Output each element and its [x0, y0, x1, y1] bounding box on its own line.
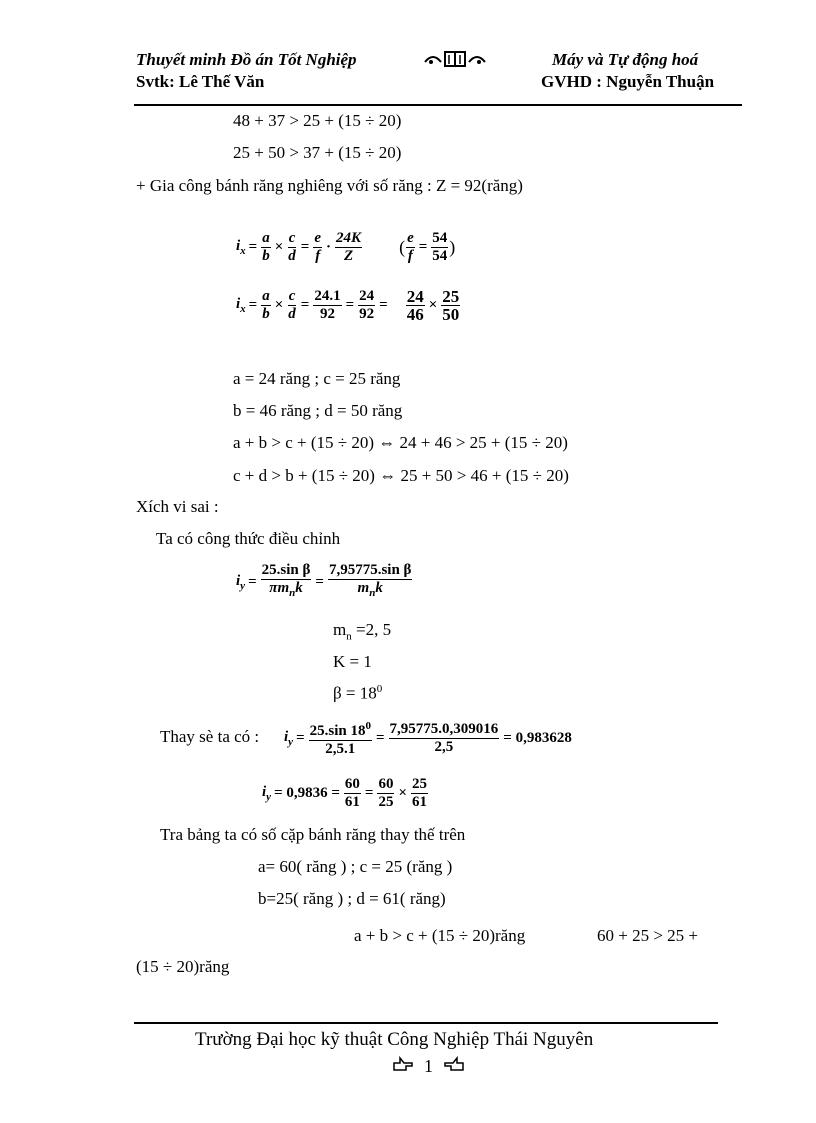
- final-condition-values: 60 + 25 > 25 +: [597, 926, 699, 945]
- header-rule: [134, 104, 742, 106]
- table-lookup-line: Tra bảng ta có số cặp bánh răng thay thế trên: [160, 825, 466, 844]
- condition-cd: c + d > b + (15 ÷ 20) ⇔ 25 + 50 > 46 + (15 ÷ 20): [233, 466, 569, 485]
- footer-rule: [134, 1022, 718, 1024]
- differential-heading: Xích vi sai :: [136, 497, 219, 516]
- gear-a-c: a = 24 răng ; c = 25 răng: [233, 369, 401, 388]
- inequality-line: 25 + 50 > 37 + (15 ÷ 20): [233, 143, 402, 162]
- gear-b-d-result: b=25( răng ) ; d = 61( răng): [258, 889, 446, 908]
- ix-formula-general: $i_x$ = $\frac{a}{b}$ × $\frac{c}{d}$ = $\frac{e}{f}$ · $\frac{24K}{Z}$ ( $\frac{e}{f}$ = $\frac{54}{54}$ ): [236, 230, 456, 264]
- header-subject: Máy và Tự động hoá: [552, 50, 699, 69]
- condition-ab: a + b > c + (15 ÷ 20) ⇔ 24 + 46 > 25 + (15 ÷ 20): [233, 433, 568, 452]
- k-value: K = 1: [333, 652, 372, 671]
- helical-gear-heading: + Gia công bánh răng nghiêng với số răng : Z = 92(răng): [136, 176, 523, 195]
- substitute-label: Thay sè ta có :: [160, 727, 260, 746]
- beta-value: $\beta = 18^0$: [333, 683, 383, 703]
- page-number: 1: [424, 1056, 433, 1076]
- ix-formula-numeric: $i_x$ = $\frac{a}{b}$ × $\frac{c}{d}$ = $\frac{24.1}{92}$ = $\frac{24}{92}$ = $\frac{24}{46}$ × $\frac{25}{50}$: [236, 287, 460, 324]
- inequality-line: 48 + 37 > 25 + (15 ÷ 20): [233, 111, 402, 130]
- iy-formula-numeric: $i_y$ = $\frac{25.\sin 18^0}{2,5.1}$ = $\frac{7,95775.0,309016}{2,5}$ = 0,983628: [284, 720, 572, 757]
- header-advisor: GVHD : Nguyễn Thuận: [541, 72, 715, 91]
- header-doc-title: Thuyết minh Đồ án Tốt Nghiệp: [136, 50, 357, 69]
- final-condition: a + b > c + (15 ÷ 20)răng: [354, 926, 526, 945]
- hand-right-icon: [392, 1054, 414, 1079]
- iy-formula-general: $i_y$ = $\frac{\text{25.sin β}}{\pi m_nk}$ = $\frac{\text{7,95775.sin β}}{m_nk}$: [236, 562, 412, 599]
- gear-b-d: b = 46 răng ; d = 50 răng: [233, 401, 403, 420]
- final-condition-tail: (15 ÷ 20)răng: [136, 957, 230, 976]
- book-ornament-icon: [423, 48, 487, 75]
- header-student: Svtk: Lê Thế Văn: [136, 72, 265, 91]
- gear-a-c-result: a= 60( răng ) ; c = 25 (răng ): [258, 857, 453, 876]
- iy-result: $i_y$ = 0,9836 = $\frac{60}{61}$ = $\frac{60}{25}$ × $\frac{25}{61}$: [262, 776, 428, 810]
- module-value: $m_n =2$, 5: [333, 620, 392, 643]
- footer-page-nav: [392, 1054, 465, 1079]
- footer-school: Trường Đại học kỹ thuật Công Nghiệp Thái Nguyên: [195, 1029, 594, 1050]
- formula-intro: Ta có công thức điều chỉnh: [156, 529, 341, 548]
- hand-left-icon: [443, 1054, 465, 1079]
